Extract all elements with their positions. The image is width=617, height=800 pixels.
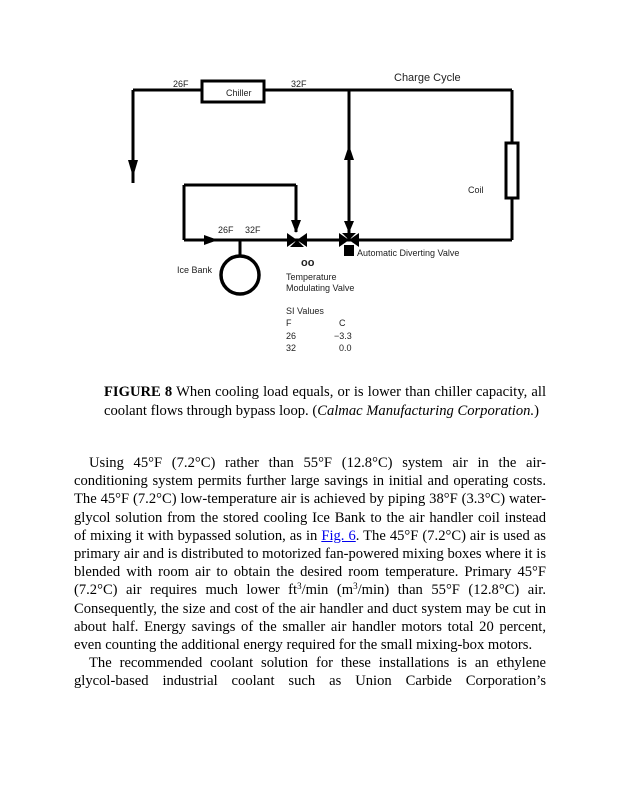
automatic-diverting-valve	[339, 233, 359, 256]
si-row-2-f: 32	[286, 343, 297, 353]
label-coil: Coil	[468, 185, 484, 195]
paragraph-1-part-3: /min (m	[301, 582, 354, 599]
si-header-f: F	[286, 318, 292, 328]
si-values-table	[286, 306, 352, 353]
caption-text: When cooling load equals, or is lower than chiller capacity, all coolant flows through bypass loop. (	[104, 384, 546, 419]
paragraph-2: The recommended coolant solution for these installations is an ethylene glycol-based industrial coolant such as Union Carbide Corporation’s	[74, 655, 546, 690]
svg-text:oo: oo	[301, 257, 315, 269]
body-text	[74, 454, 546, 691]
paragraph-1-part-1: Using 45°F (7.2°C) rather than 55°F (12.8°C) system air in the air-conditioning system permits further large savings in initial and operating costs. The 45°F (7.2°C) low-temperature air is achieved by piping 38°F (3.3°C) water-glycol solution from the stored cooling Ice Bank to the air handler coil instead of mixing it with bypassed solution, as in	[74, 455, 546, 544]
label-automatic-diverting-valve: Automatic Diverting Valve	[357, 248, 460, 258]
paragraph-1-part-4: /min) than 55°F (12.8°C) air. Consequently, the size and cost of the air handler and duct system may be cut in about half. Energy savings of the smaller air handler motors total 20 percent, even counting the additional energy required for the small mixing-box motors.	[74, 582, 546, 654]
label-26f-top: 26F	[173, 79, 189, 89]
label-26f-icebank: 26F	[218, 225, 234, 235]
si-values-title: SI Values	[286, 306, 324, 316]
arrow-down-left	[128, 160, 138, 177]
figure-caption	[104, 383, 546, 420]
figure-label: FIGURE 8	[104, 384, 173, 400]
label-temperature: Temperature	[286, 272, 337, 282]
si-row-2-c: 0.0	[339, 343, 352, 353]
diagram-title: Charge Cycle	[394, 72, 461, 84]
arrow-right-icebank	[204, 235, 218, 245]
coil-box	[506, 143, 518, 198]
si-header-c: C	[339, 318, 346, 328]
charge-cycle-diagram	[0, 0, 617, 380]
superscript-3-metric: 3	[353, 581, 358, 592]
arrow-up-center	[344, 145, 354, 160]
caption-close: )	[534, 402, 539, 419]
label-32f-icebank: 32F	[245, 225, 261, 235]
arrow-down-center	[344, 221, 354, 233]
label-32f-top: 32F	[291, 79, 307, 89]
si-row-1-f: 26	[286, 331, 297, 341]
fig-6-link[interactable]: Fig. 6	[321, 527, 356, 544]
si-row-1-c: −3.3	[334, 331, 352, 341]
label-ice-bank: Ice Bank	[177, 265, 213, 275]
paragraph-1	[74, 454, 546, 654]
ice-bank-tank	[221, 256, 259, 294]
label-modulating-valve: Modulating Valve	[286, 283, 355, 293]
caption-source: Calmac Manufacturing Corporation.	[317, 402, 535, 419]
arrow-down-bypass	[291, 220, 301, 233]
paragraph-1-part-2: . The 45°F (7.2°C) air is used as primary air and is distributed to motorized fan-powered mixing boxes where it is blended with room air to obtain the desired room temperature. Primary 45°F (7.2°C) air requires much lower ft	[74, 527, 546, 599]
superscript-3: 3	[297, 581, 302, 592]
label-chiller: Chiller	[226, 88, 252, 98]
temperature-modulating-valve	[287, 233, 315, 269]
